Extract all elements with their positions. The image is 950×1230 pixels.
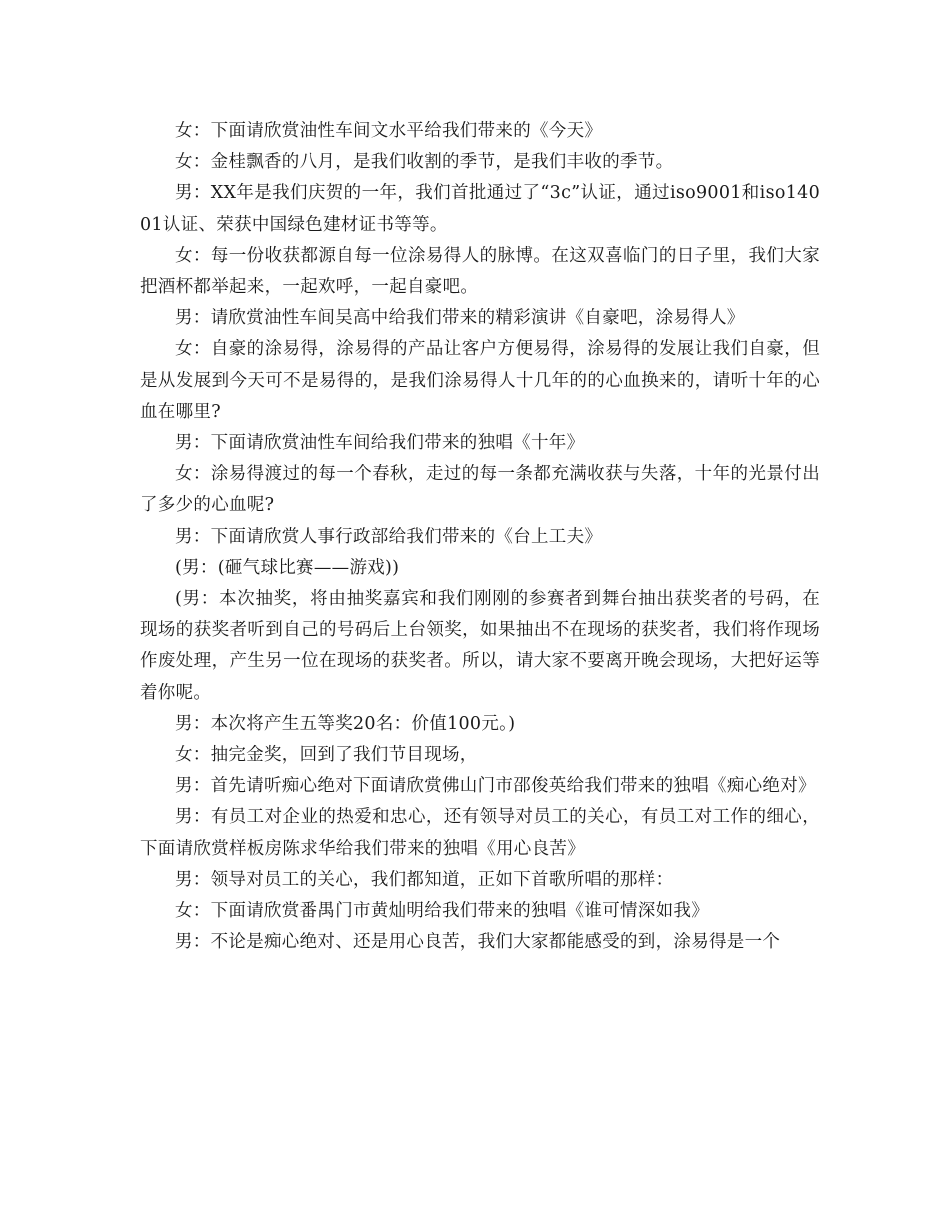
paragraph: 女：金桂飘香的八月，是我们收割的季节，是我们丰收的季节。	[175, 152, 674, 173]
paragraph: 男：本次将产生五等奖20名：价值100元。)	[175, 713, 516, 734]
paragraph: 男：有员工对企业的热爱和忠心，还有领导对员工的关心，有员工对工作的细心，下面请欣赏样板房陈求华给我们带来的独唱《用心良苦》	[140, 807, 820, 859]
paragraph: (男：本次抽奖，将由抽奖嘉宾和我们刚刚的参赛者到舞台抽出获奖者的号码，在现场的获奖者听到自己的号码后上台领奖，如果抽出不在现场的获奖者，我们将作现场作废处理，产生另一位在现场的获奖者。所以，请大家不要离开晚会现场，大把好运等着你呢。	[140, 589, 820, 703]
paragraph: (男：(砸气球比赛——游戏))	[175, 557, 400, 578]
paragraph: 男：不论是痴心绝对、还是用心良苦，我们大家都能感受的到，涂易得是一个	[175, 932, 781, 953]
paragraph: 女：抽完金奖，回到了我们节目现场，	[175, 745, 478, 766]
paragraph: 男：下面请欣赏人事行政部给我们带来的《台上工夫》	[175, 526, 603, 547]
paragraph: 男：请欣赏油性车间吴高中给我们带来的精彩演讲《自豪吧，涂易得人》	[175, 308, 745, 329]
paragraph: 女：下面请欣赏番禺门市黄灿明给我们带来的独唱《谁可情深如我》	[175, 901, 709, 922]
paragraph: 男：XX年是我们庆贺的一年，我们首批通过了“3c”认证，通过iso9001和iso14001认证、荣获中国绿色建材证书等等。	[140, 183, 820, 235]
paragraph: 女：自豪的涂易得，涂易得的产品让客户方便易得，涂易得的发展让我们自豪，但是从发展到今天可不是易得的，是我们涂易得人十几年的的心血换来的，请听十年的心血在哪里?	[140, 339, 820, 422]
paragraph: 女：每一份收获都源自每一位涂易得人的脉博。在这双喜临门的日子里，我们大家把酒杯都举起来，一起欢呼，一起自豪吧。	[140, 245, 820, 298]
paragraph: 女：涂易得渡过的每一个春秋，走过的每一条都充满收获与失落，十年的光景付出了多少的心血呢?	[140, 464, 820, 516]
paragraph: 男：领导对员工的关心，我们都知道，正如下首歌所唱的那样：	[175, 869, 674, 890]
document-body	[140, 116, 820, 958]
paragraph: 女：下面请欣赏油性车间文水平给我们带来的《今天》	[175, 121, 603, 141]
paragraph: 男：首先请听痴心绝对下面请欣赏佛山门市邵俊英给我们带来的独唱《痴心绝对》	[175, 776, 816, 797]
paragraph: 男：下面请欣赏油性车间给我们带来的独唱《十年》	[175, 433, 585, 454]
